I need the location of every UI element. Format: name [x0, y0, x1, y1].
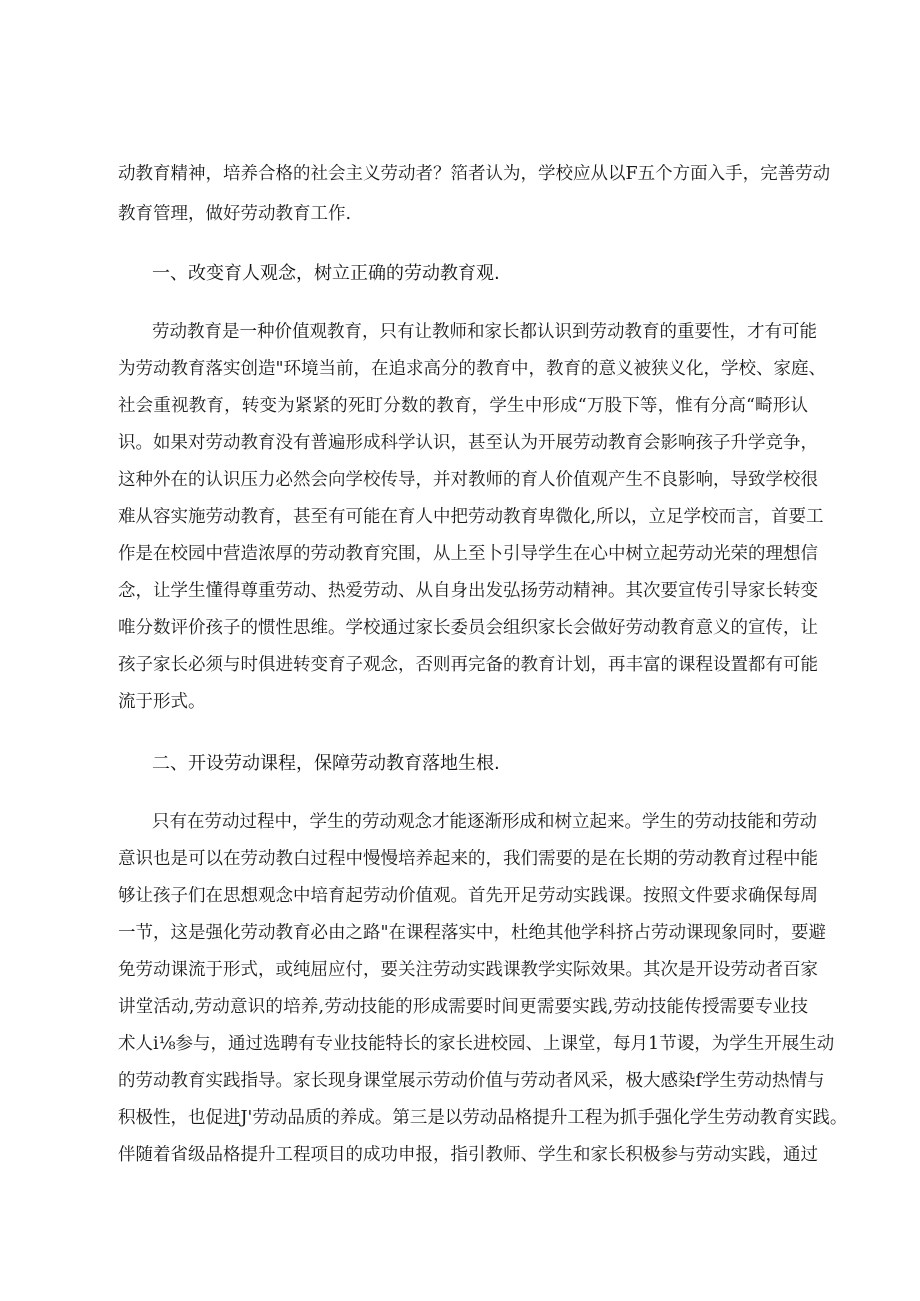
section-2-line-9: 积极性，也促进J'劳动品质的养成。第三是以劳动品格提升工程为抓手强化学生劳动教育实践。	[118, 1108, 848, 1128]
section-1-line-10: 孩子家长必须与时俱进转变育子观念，否则再完备的教育计划，再丰富的课程设置都有可能	[118, 655, 818, 675]
section-1-heading: 一、改变育人观念，树立正确的劳动教育观.	[152, 263, 500, 284]
section-2-line-4: 一节，这是强化劳动教育必由之路"在课程落实中，杜绝其他学科挤占劳动课现象同时，要避	[118, 923, 827, 943]
section-1-line-8: 念，让学生懂得尊重劳动、热爱劳动、从自身出发弘扬劳动精神。其次要宣传引导家长转变	[118, 581, 818, 601]
section-2-line-7: 术人i⅛参与，通过选聘有专业技能特长的家长进校园、上课堂，每月1节谡，为学生开展生动	[118, 1034, 835, 1054]
section-1-line-5: 这种外在的认识压力必然会向学校传导，并对教师的育人价值观产生不良影响，导致学校很	[118, 470, 818, 490]
section-1-line-9: 唯分数评价孩子的惯性思维。学校通过家长委员会组织家长会做好劳动教育意义的宣传，让	[118, 618, 818, 638]
section-1-line-4: 识。如果对劳动教育没有普遍形成科学认识，甚至认为开展劳动教育会影响孩子升学竞争，	[118, 433, 818, 453]
intro-line-1: 动教育精神，培养合格的社会主义劳动者？箔者认为，学校应从以F五个方面入手，完善劳动	[118, 164, 831, 184]
section-2-line-3: 够让孩子们在思想观念中培育起劳动价值观。首先开足劳动实践课。按照文件要求确保每周	[118, 886, 818, 906]
section-1-line-6: 难从容实施劳动教育，甚至有可能在育人中把劳动教育卑微化,所以，立足学校而言，首要工	[118, 507, 824, 527]
section-1-line-2: 为劳动教育落实创造"环境当前，在追求高分的教育中，教育的意义被狭义化，学校、家庭、	[118, 359, 827, 379]
section-1-line-11: 流于形式。	[118, 692, 206, 712]
section-2-heading: 二、开设劳动课程，保障劳动教育落地生根.	[152, 753, 500, 774]
intro-line-2: 教育管理，做好劳动教育工作.	[118, 204, 352, 224]
section-2-line-2: 意识也是可以在劳动教白过程中慢慢培养起来的，我们需要的是在长期的劳动教育过程中能	[118, 849, 818, 869]
section-1-line-1: 劳动教育是一种价值观教育，只有让教师和家长都认识到劳动教育的重要性，才有可能	[152, 322, 817, 342]
section-1-line-3: 社会重视教育，转变为紧紧的死盯分数的教育，学生中形成“万股下等，惟有分高“畸形认	[118, 396, 808, 416]
section-2-line-1: 只有在劳动过程中，学生的劳动观念才能逐渐形成和树立起来。学生的劳动技能和劳动	[152, 812, 817, 832]
section-2-line-5: 免劳动课流于形式，或纯屈应付，要关注劳动实践课教学实际效果。其次是开设劳动者百家	[118, 960, 818, 980]
section-2-line-8: 的劳动教育实践指导。家长现身课堂展示劳动价值与劳动者风采，极大感染f学生劳动热情与	[118, 1071, 825, 1091]
section-2-line-10: 伴随着省级品格提升工程项目的成功申报，指引教师、学生和家长积极参与劳动实践，通过	[118, 1145, 818, 1165]
section-1-line-7: 作是在校园中营造浓厚的劳动教育究围，从上至卜引导学生在心中树立起劳动光荣的理想信	[118, 544, 818, 564]
section-2-line-6: 讲堂活动,劳动意识的培养,劳动技能的形成需要时间更需要实践,劳动技能传授需要专业技	[118, 997, 808, 1017]
